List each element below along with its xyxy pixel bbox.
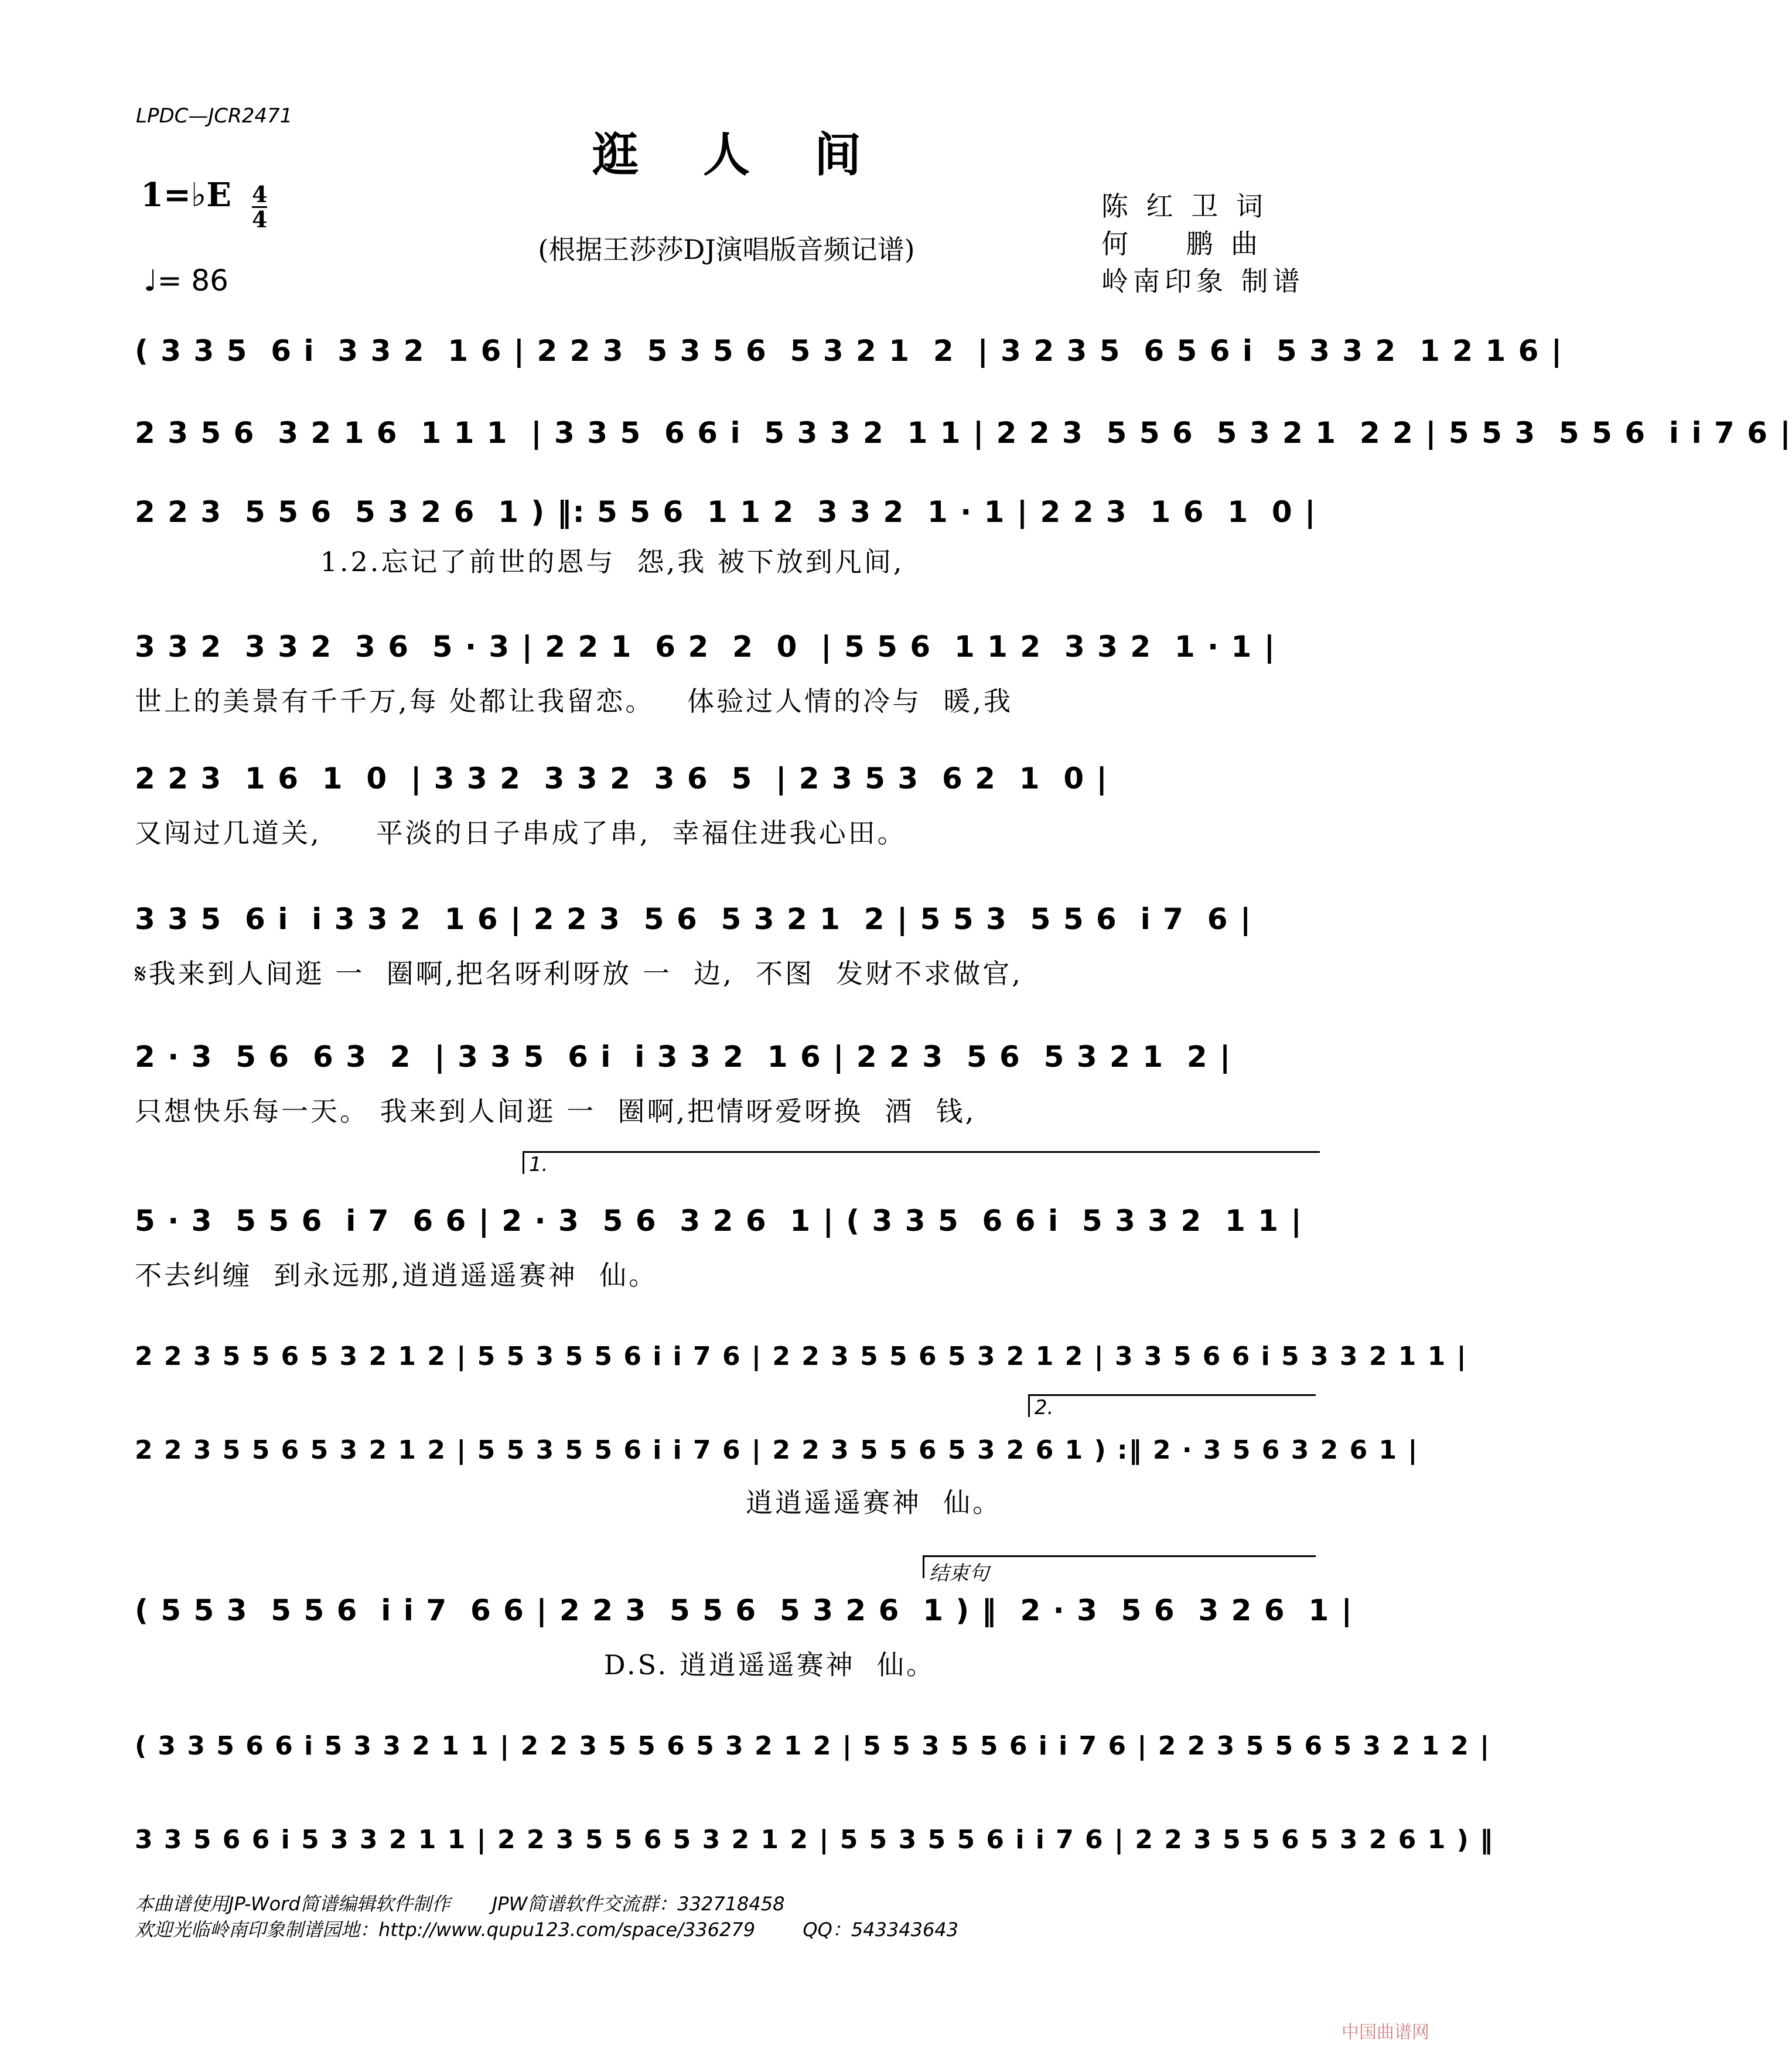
lyric-line: D.S. 逍逍遥遥赛神 仙。 bbox=[135, 1649, 936, 1681]
meter-bottom: 4 bbox=[252, 206, 268, 233]
lyric-line: 1.2.忘记了前世的恩与 怨,我 被下放到凡间, bbox=[135, 546, 904, 578]
footer-line-1: 本曲谱使用JP-Word简谱编辑软件制作 JPW简谱软件交流群：332718458 bbox=[135, 1893, 785, 1915]
notation-line: 2 · 3 5 6 6 3 2 | 3 3 5 6 i i 3 3 2 1 6 | 2 2 3 5 6 5 3 2 1 2 | bbox=[135, 1040, 1232, 1074]
notation-line: 2 3 5 6 3 2 1 6 1 1 1 | 3 3 5 6 6 i 5 3 3 2 1 1 | 2 2 3 5 5 6 5 3 2 1 2 2 | 5 5 3 5 5 6 i i 7 6 | bbox=[135, 416, 1792, 450]
notation-line: 2 2 3 1 6 1 0 | 3 3 2 3 3 2 3 6 5 | 2 3 5 3 6 2 1 0 | bbox=[135, 762, 1108, 796]
composer: 何 鹏 曲 bbox=[1101, 228, 1263, 260]
score-row-5 bbox=[135, 762, 1318, 851]
notation-line: 3 3 2 3 3 2 3 6 5 · 3 | 2 2 1 6 2 2 0 | 5 5 6 1 1 2 3 3 2 1 · 1 | bbox=[135, 630, 1276, 664]
score-row-8 bbox=[135, 1204, 1318, 1293]
page-title: 逛人间 bbox=[592, 127, 926, 182]
lyric-line: 世上的美景有千千万,每 处都让我留恋。 体验过人情的冷与 暖,我 bbox=[135, 685, 1013, 717]
score-row-10 bbox=[135, 1435, 1419, 1520]
key-signature: 1=♭E bbox=[141, 176, 231, 214]
notation-line: 2 2 3 5 5 6 5 3 2 1 2 | 5 5 3 5 5 6 i i 7 6 | 2 2 3 5 5 6 5 3 2 1 2 | 3 3 5 6 6 i 5 3 3 2 1 1 | bbox=[135, 1341, 1467, 1371]
score-code: LPDC—JCR2471 bbox=[136, 104, 293, 128]
time-signature bbox=[252, 183, 267, 231]
subtitle: (根据王莎莎DJ演唱版音频记谱) bbox=[538, 234, 915, 265]
score-row-11 bbox=[135, 1593, 1353, 1682]
score-row-7 bbox=[135, 1040, 1318, 1129]
lyric-line: 又闯过几道关, 平淡的日子串成了串, 幸福住进我心田。 bbox=[135, 817, 907, 849]
notation-line: 3 3 5 6 6 i 5 3 3 2 1 1 | 2 2 3 5 5 6 5 3 2 1 2 | 5 5 3 5 5 6 i i 7 6 | 2 2 3 5 5 6 5 3 2 6 1 ) ‖ bbox=[135, 1825, 1494, 1855]
notation-line: 3 3 5 6 i i 3 3 2 1 6 | 2 2 3 5 6 5 3 2 1 2 | 5 5 3 5 5 6 i 7 6 | bbox=[135, 902, 1252, 936]
meter-top: 4 bbox=[252, 181, 268, 207]
watermark-logo: 中国曲谱网 bbox=[1342, 2022, 1429, 2043]
tempo-marking: ♩= 86 bbox=[144, 264, 228, 298]
notation-line: 2 2 3 5 5 6 5 3 2 1 2 | 5 5 3 5 5 6 i i 7 6 | 2 2 3 5 5 6 5 3 2 6 1 ) :‖ 2 · 3 5 6 3 2 6 1 | bbox=[135, 1435, 1419, 1465]
score-row-3 bbox=[135, 495, 1318, 579]
score-row-13 bbox=[135, 1825, 1494, 1855]
lyric-line: 只想快乐每一天。 我来到人间逛 一 圈啊,把情呀爱呀换 酒 钱, bbox=[135, 1095, 977, 1127]
footer-line-2: 欢迎光临岭南印象制谱园地：http://www.qupu123.com/space/336279 QQ：543343643 bbox=[135, 1919, 959, 1941]
footer bbox=[135, 1891, 958, 1943]
score-row-1 bbox=[135, 334, 1564, 368]
score-row-12 bbox=[135, 1731, 1491, 1761]
notation-line: ( 5 5 3 5 5 6 i i 7 6 6 | 2 2 3 5 5 6 5 3 2 6 1 ) ‖ 2 · 3 5 6 3 2 6 1 | bbox=[135, 1593, 1353, 1627]
notation-line: ( 3 3 5 6 i 3 3 2 1 6 | 2 2 3 5 3 5 6 5 3 2 1 2 | 3 2 3 5 6 5 6 i 5 3 3 2 1 2 1 6 | bbox=[135, 334, 1564, 368]
lyric-line: 逍逍遥遥赛神 仙。 bbox=[135, 1487, 1002, 1518]
notation-line: 2 2 3 5 5 6 5 3 2 6 1 ) ‖: 5 5 6 1 1 2 3 3 2 1 · 1 | 2 2 3 1 6 1 0 | bbox=[135, 495, 1317, 529]
score-row-2 bbox=[135, 416, 1792, 450]
score-row-4 bbox=[135, 630, 1318, 719]
credits bbox=[1101, 187, 1305, 300]
coda-marker: 结束句 bbox=[923, 1555, 1316, 1578]
score-row-6 bbox=[135, 902, 1318, 991]
volta-second: 2. bbox=[1028, 1394, 1316, 1417]
lyric-line: 不去纠缠 到永远那,逍逍遥遥赛神 仙。 bbox=[135, 1259, 658, 1291]
score-row-9 bbox=[135, 1341, 1467, 1371]
arranger: 岭南印象 制谱 bbox=[1101, 265, 1305, 297]
notation-line: ( 3 3 5 6 6 i 5 3 3 2 1 1 | 2 2 3 5 5 6 5 3 2 1 2 | 5 5 3 5 5 6 i i 7 6 | 2 2 3 5 5 6 5 3 2 1 2 | bbox=[135, 1731, 1491, 1761]
lyricist: 陈 红 卫 词 bbox=[1101, 190, 1268, 222]
volta-first: 1. bbox=[523, 1151, 1320, 1174]
notation-line: 5 · 3 5 5 6 i 7 6 6 | 2 · 3 5 6 3 2 6 1 | ( 3 3 5 6 6 i 5 3 3 2 1 1 | bbox=[135, 1204, 1303, 1238]
lyric-line: 𝄋我来到人间逛 一 圈啊,把名呀利呀放 一 边, 不图 发财不求做官, bbox=[135, 958, 1023, 989]
